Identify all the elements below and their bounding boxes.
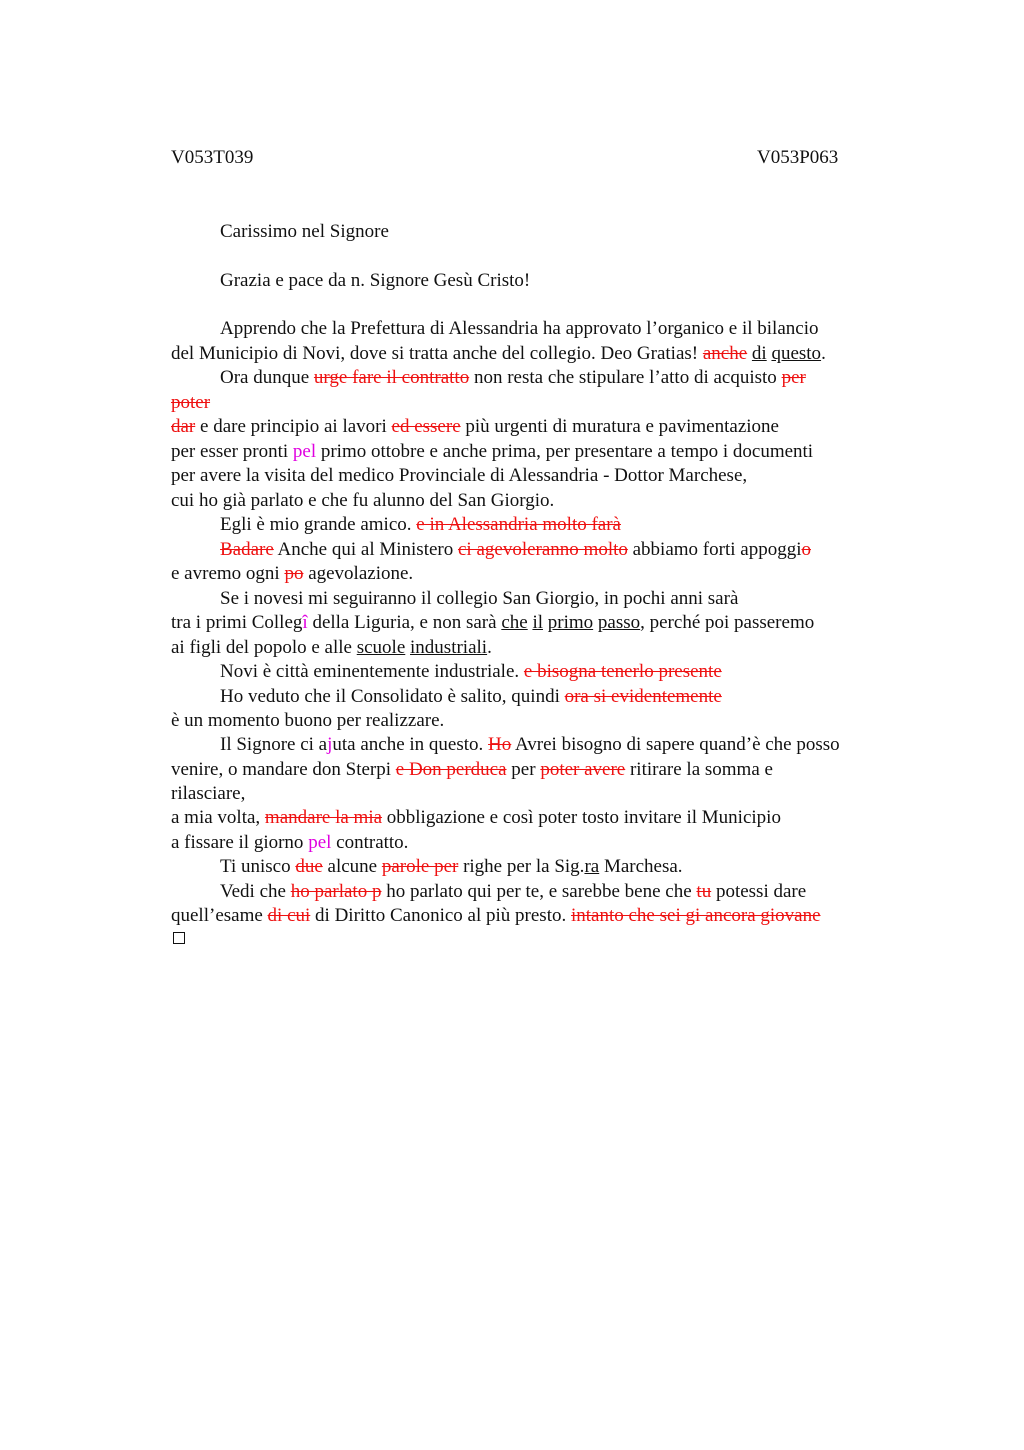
letter-line bbox=[171, 342, 826, 366]
underlined-text: il bbox=[532, 612, 543, 633]
deleted-text: e bisogna tenerlo presente bbox=[523, 661, 722, 682]
underlined-text: primo bbox=[547, 612, 594, 633]
deleted-text: dar bbox=[171, 416, 196, 437]
text-run: di Diritto Canonico al più presto. bbox=[310, 905, 571, 926]
deleted-text: o bbox=[801, 539, 811, 560]
document-code-left: V053T039 bbox=[171, 147, 254, 168]
letter-line bbox=[220, 366, 806, 390]
text-run: Vedi che bbox=[220, 881, 291, 902]
deleted-text: po bbox=[284, 563, 304, 584]
text-run: Ti unisco bbox=[220, 856, 296, 877]
text-run: Avrei bisogno di sapere quand’è che posso bbox=[511, 734, 840, 755]
deleted-text: ed essere bbox=[391, 416, 461, 437]
deleted-text: poter avere bbox=[540, 759, 626, 780]
letter-line bbox=[171, 415, 779, 439]
deleted-text: di cui bbox=[267, 905, 311, 926]
text-run: quell’esame bbox=[171, 905, 268, 926]
text-run: per esser pronti bbox=[171, 441, 293, 462]
text-run: abbiamo forti appoggi bbox=[627, 539, 802, 560]
inserted-text: î bbox=[302, 612, 308, 633]
text-run: alcune bbox=[322, 856, 382, 877]
text-run: Ho veduto che il Consolidato è salito, quindi bbox=[220, 686, 565, 707]
deleted-text: per bbox=[781, 367, 806, 388]
text-run: agevolazione. bbox=[303, 563, 414, 584]
text-run: primo ottobre e anche prima, per presentare a tempo i documenti bbox=[316, 441, 814, 462]
letter-line bbox=[171, 758, 773, 782]
text-run: Novi è città eminentemente industriale. bbox=[220, 661, 524, 682]
letter-line bbox=[220, 880, 806, 904]
text-run: Egli è mio grande amico. bbox=[220, 514, 417, 535]
text-run: potessi dare bbox=[711, 881, 807, 902]
deleted-text: ho parlato p bbox=[290, 881, 382, 902]
deleted-text: parole per bbox=[381, 856, 459, 877]
letter-line bbox=[171, 489, 554, 513]
salutation: Carissimo nel Signore bbox=[220, 221, 389, 242]
inserted-text: pel bbox=[292, 441, 317, 462]
letter-line bbox=[171, 391, 210, 415]
deleted-text: Ho bbox=[488, 734, 512, 755]
underlined-text: che bbox=[501, 612, 528, 633]
text-run: Il Signore ci a bbox=[220, 734, 328, 755]
underlined-text: di bbox=[751, 343, 767, 364]
text-run: ho parlato qui per te, e sarebbe bene che bbox=[381, 881, 697, 902]
letter-line bbox=[220, 513, 621, 537]
text-run: e dare principio ai lavori bbox=[195, 416, 392, 437]
deleted-text: mandare la mia bbox=[264, 807, 383, 828]
end-box-icon bbox=[173, 932, 185, 944]
letter-line bbox=[220, 855, 683, 879]
inserted-text: pel bbox=[308, 832, 332, 853]
text-run: uta anche in questo. bbox=[332, 734, 489, 755]
text-run: . bbox=[821, 343, 826, 364]
letter-line bbox=[171, 464, 747, 488]
text-run: contratto. bbox=[331, 832, 409, 853]
underlined-text: passo bbox=[597, 612, 641, 633]
text-run: venire, o mandare don Sterpi bbox=[171, 759, 396, 780]
deleted-text: tu bbox=[696, 881, 712, 902]
text-run: Se i novesi mi seguiranno il collegio San Giorgio, in pochi anni sarà bbox=[220, 588, 739, 609]
text-run: , perché poi passeremo bbox=[640, 612, 815, 633]
letter-line bbox=[220, 538, 811, 562]
letter-line bbox=[171, 562, 413, 586]
letter-line bbox=[171, 904, 821, 928]
deleted-text: anche bbox=[702, 343, 748, 364]
letter-line bbox=[220, 733, 840, 757]
text-run: tra i primi Colleg bbox=[171, 612, 303, 633]
letter-line bbox=[171, 611, 814, 635]
letter-line bbox=[220, 685, 722, 709]
letter-line bbox=[220, 660, 722, 684]
deleted-text: e in Alessandria molto farà bbox=[416, 514, 621, 535]
underlined-text: questo bbox=[771, 343, 822, 364]
text-run: a mia volta, bbox=[171, 807, 265, 828]
letter-line bbox=[220, 587, 738, 611]
document-code-right: V053P063 bbox=[757, 147, 839, 168]
text-run: . bbox=[487, 637, 492, 658]
deleted-text: Badare bbox=[220, 539, 274, 560]
underlined-text: industriali bbox=[410, 637, 488, 658]
letter-line bbox=[171, 636, 492, 660]
text-run: per avere la visita del medico Provinciale di Alessandria - Dottor Marchese, bbox=[171, 465, 748, 486]
text-run: ai figli del popolo e alle bbox=[171, 637, 357, 658]
text-run: non resta che stipulare l’atto di acquisto bbox=[469, 367, 782, 388]
deleted-text: intanto che sei gi ancora giovane bbox=[570, 905, 821, 926]
deleted-text: e Don perduca bbox=[395, 759, 507, 780]
text-run: cui ho già parlato e che fu alunno del San Giorgio. bbox=[171, 490, 555, 511]
text-run: a fissare il giorno bbox=[171, 832, 309, 853]
deleted-text: ora si evidentemente bbox=[564, 686, 722, 707]
underlined-text: ra bbox=[584, 856, 600, 877]
greeting: Grazia e pace da n. Signore Gesù Cristo! bbox=[220, 270, 531, 291]
text-run: rilasciare, bbox=[171, 783, 246, 804]
deleted-text: due bbox=[295, 856, 323, 877]
text-run: Apprendo che la Prefettura di Alessandria ha approvato l’organico e il bilancio bbox=[220, 318, 819, 339]
inserted-text: j bbox=[327, 734, 333, 755]
text-run: Marchesa. bbox=[599, 856, 683, 877]
deleted-text: poter bbox=[171, 392, 211, 413]
text-run: Anche qui al Ministero bbox=[273, 539, 458, 560]
letter-line bbox=[171, 782, 245, 806]
text-run: è un momento buono per realizzare. bbox=[171, 710, 445, 731]
letter-line bbox=[171, 831, 408, 855]
letter-line bbox=[171, 806, 781, 830]
text-run: della Liguria, e non sarà bbox=[307, 612, 502, 633]
underlined-text: scuole bbox=[356, 637, 406, 658]
letter-line bbox=[171, 709, 444, 733]
text-run: ritirare la somma e bbox=[625, 759, 773, 780]
text-run: obbligazione e così poter tosto invitare il Municipio bbox=[382, 807, 781, 828]
text-run: del Municipio di Novi, dove si tratta anche del collegio. Deo Gratias! bbox=[171, 343, 703, 364]
text-run: e avremo ogni bbox=[171, 563, 285, 584]
letter-line bbox=[220, 317, 818, 341]
text-run: per bbox=[506, 759, 541, 780]
letter-line bbox=[171, 440, 813, 464]
deleted-text: urge fare il contratto bbox=[313, 367, 470, 388]
deleted-text: ci agevoleranno molto bbox=[457, 539, 628, 560]
text-run: righe per la Sig. bbox=[458, 856, 585, 877]
text-run: più urgenti di muratura e pavimentazione bbox=[460, 416, 779, 437]
text-run: Ora dunque bbox=[220, 367, 314, 388]
